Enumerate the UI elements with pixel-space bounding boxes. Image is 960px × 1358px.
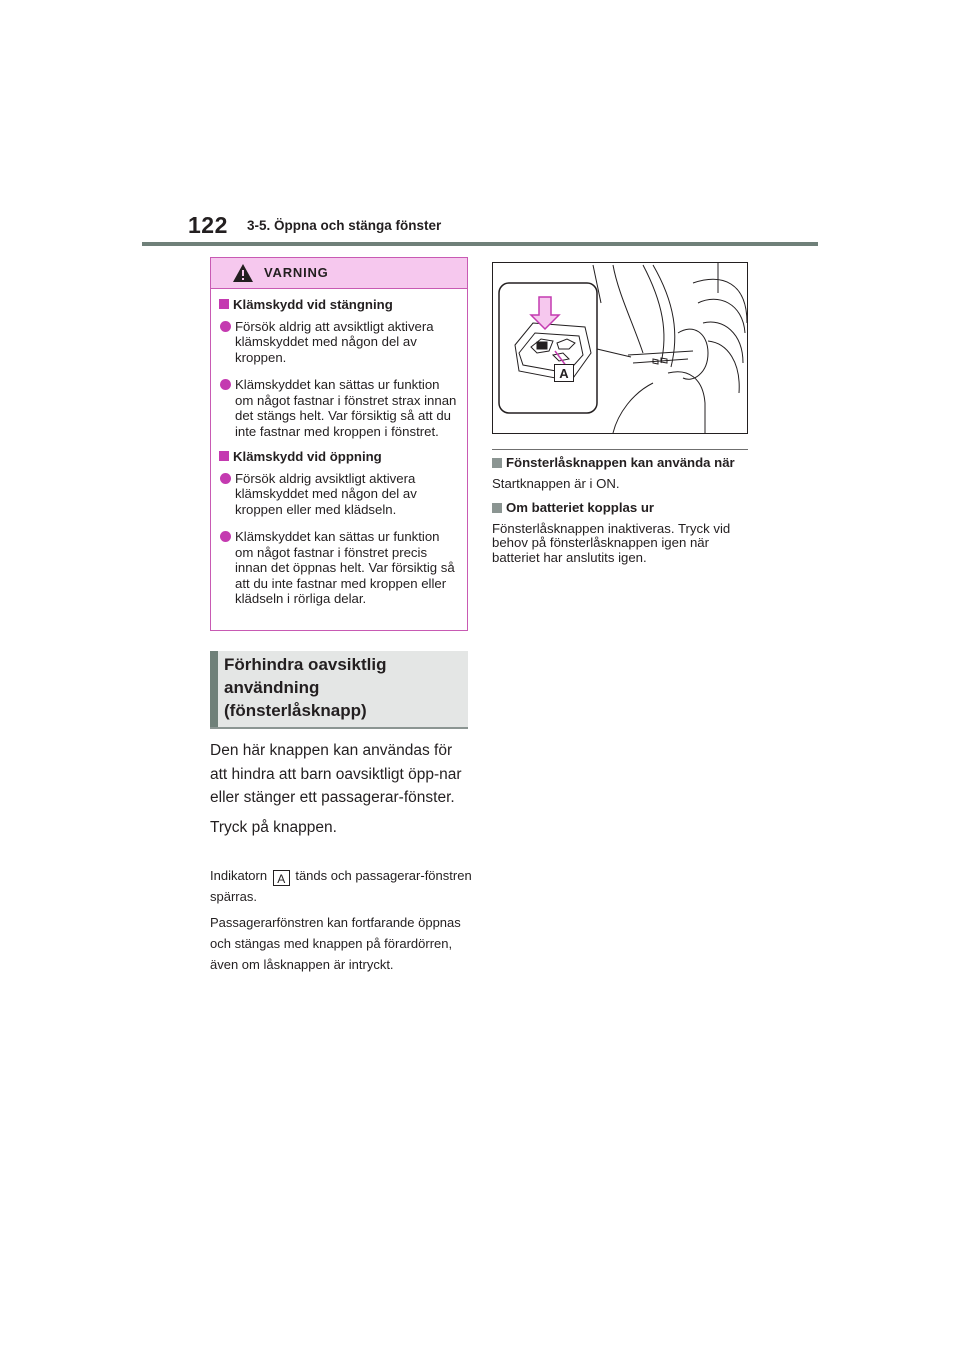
round-bullet-icon <box>220 321 231 332</box>
warning-box <box>210 257 468 631</box>
square-bullet-icon <box>492 503 502 513</box>
warning-header <box>211 258 467 289</box>
section-title: Förhindra oavsiktlig användning (fönsterlåsknapp) <box>224 655 387 720</box>
body-text <box>210 739 470 839</box>
chapter-title: 3-5. Öppna och stänga fönster <box>247 218 442 233</box>
section-heading-box <box>210 651 468 729</box>
square-bullet-icon <box>492 458 502 468</box>
round-bullet-icon <box>220 379 231 390</box>
window-lock-illustration <box>492 262 748 434</box>
warning-item: Klämskyddet kan sättas ur funktion om något fastnar i fönstret precis innan det öppnas helt. Var försiktig så att du inte fastnar med kroppen eller klädseln i rörliga delar. <box>219 529 459 607</box>
note-text: Startknappen är i ON. <box>492 475 620 491</box>
intro-paragraph: Den här knappen kan användas för att hindra att barn oavsiktligt öpp-nar eller stänger ett passagerar-fönster. <box>210 742 462 806</box>
instruction-paragraph: Tryck på knappen. <box>210 818 337 836</box>
warning-item: Klämskyddet kan sättas ur funktion om något fastnar i fönstret strax innan det stängs helt. Var försiktig så att du inte fastnar med kroppen i fönstret. <box>219 377 459 439</box>
note-paragraph: Passagerarfönstren kan fortfarande öppnas och stängas med knappen på förardörren, även om låsknappen är intryckt. <box>210 915 461 972</box>
note-heading: Om batteriet kopplas ur <box>492 501 748 516</box>
illustration-rule <box>492 449 748 450</box>
header-rule <box>142 242 818 246</box>
notes <box>492 456 748 575</box>
warning-body <box>211 289 467 607</box>
warning-heading: Klämskydd vid öppning <box>219 449 459 465</box>
small-text <box>210 865 472 980</box>
warning-item: Försök aldrig avsiktligt aktivera klämskyddet med någon del av kroppen eller med klädseln. <box>219 471 459 518</box>
square-bullet-icon <box>219 299 229 309</box>
callout-a-label: A <box>554 364 574 382</box>
square-bullet-icon <box>219 451 229 461</box>
round-bullet-icon <box>220 473 231 484</box>
callout-a-badge: A <box>273 870 290 886</box>
note-heading: Fönsterlåsknappen kan använda när <box>492 456 748 471</box>
note-text: Fönsterlåsknappen inaktiveras. Tryck vid behov på fönsterlåsknappen igen när batteriet har anslutits igen. <box>492 520 731 565</box>
round-bullet-icon <box>220 531 231 542</box>
car-door-drawing <box>493 263 747 433</box>
warning-title: VARNING <box>264 265 329 280</box>
page-number: 122 <box>188 212 228 238</box>
section-accent-bar <box>210 651 218 727</box>
warning-triangle-icon <box>232 263 254 283</box>
warning-heading: Klämskydd vid stängning <box>219 297 459 313</box>
warning-item: Försök aldrig att avsiktligt aktivera klämskyddet med någon del av kroppen. <box>219 319 459 366</box>
indicator-paragraph: Indikatorn A tänds och passagerar-fönstren spärras. <box>210 868 472 904</box>
